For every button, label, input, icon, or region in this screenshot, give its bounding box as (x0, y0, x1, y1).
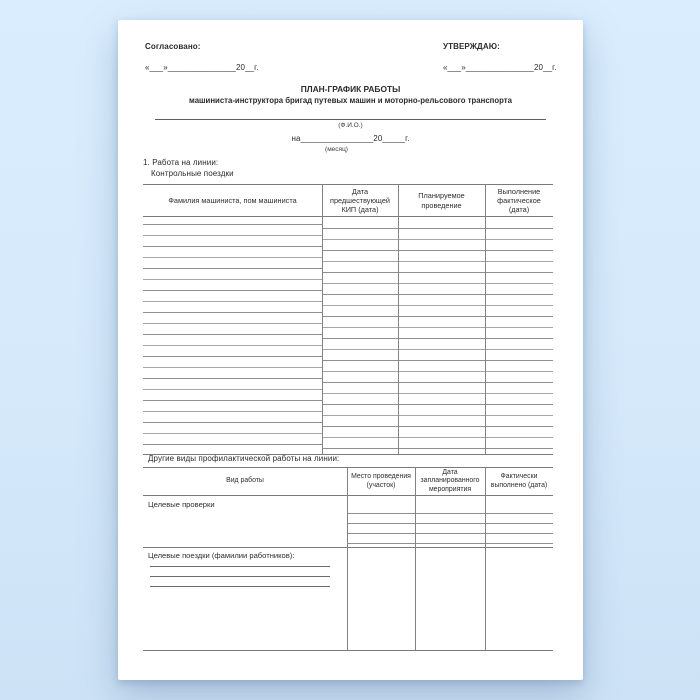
section1-heading: 1. Работа на линии: (143, 158, 219, 167)
page-title: ПЛАН-ГРАФИК РАБОТЫ (300, 84, 401, 94)
target-checks-label: Целевые проверки (148, 500, 215, 509)
blank-rows-driver-name-column (143, 218, 322, 454)
table2-column-divider-1 (347, 467, 348, 650)
target-trips-row (143, 548, 553, 651)
blank-rows-previous-kip-column (322, 218, 398, 454)
month-caption: (месяц) (325, 146, 348, 153)
preventive-work-table-header-row (143, 467, 553, 496)
control-trips-table (143, 184, 553, 486)
agreed-date-line: «___»_______________20__г. (145, 63, 259, 72)
blank-rows-actual-column (485, 218, 553, 454)
header-previous-kip-date: Дата предшествующей КИП (дата) (330, 186, 390, 215)
fio-writing-line (155, 119, 546, 120)
fio-caption: (Ф.И.О.) (338, 122, 363, 129)
header-actually-done: Фактически выполнено (дата) (490, 472, 548, 489)
approve-date-line: «___»_______________20__г. (443, 63, 557, 72)
page-subtitle: машиниста-инструктора бригад путевых машин и моторно-рельсового транспорта (189, 96, 512, 105)
target-checks-row (143, 497, 553, 548)
period-line: на________________20_____г. (291, 134, 410, 143)
table2-column-divider-3 (485, 467, 486, 650)
header-place: Место проведения (участок) (351, 472, 411, 489)
header-planned-event-date: Дата запланированного мероприятия (420, 468, 480, 493)
header-planned-date: Планируемое проведение (418, 191, 465, 210)
form-document-page (118, 20, 583, 680)
approve-label: УТВЕРЖДАЮ: (443, 42, 500, 51)
target-checks-blank-rows (347, 513, 553, 544)
table1-column-divider-2 (398, 184, 399, 454)
table1-column-divider-1 (322, 184, 323, 454)
table2-column-divider-2 (415, 467, 416, 650)
section2-heading: Другие виды профилактической работы на линии: (148, 454, 340, 463)
target-trips-writing-lines (150, 566, 330, 587)
blank-rows-planned-column (398, 218, 485, 454)
agreed-label: Согласовано: (145, 42, 201, 51)
table1-column-divider-3 (485, 184, 486, 454)
header-work-type: Вид работы (226, 477, 264, 485)
control-trips-table-header-row (143, 184, 553, 217)
preventive-work-table (143, 467, 553, 650)
control-trips-table-body (143, 218, 553, 455)
section1-subheading: Контрольные поездки (151, 169, 234, 178)
header-actual-date: Выполнение фактическое (дата) (497, 186, 541, 215)
target-trips-label: Целевые поездки (фамилии работников): (148, 551, 295, 560)
header-driver-name: Фамилия машиниста, пом машиниста (168, 195, 297, 205)
